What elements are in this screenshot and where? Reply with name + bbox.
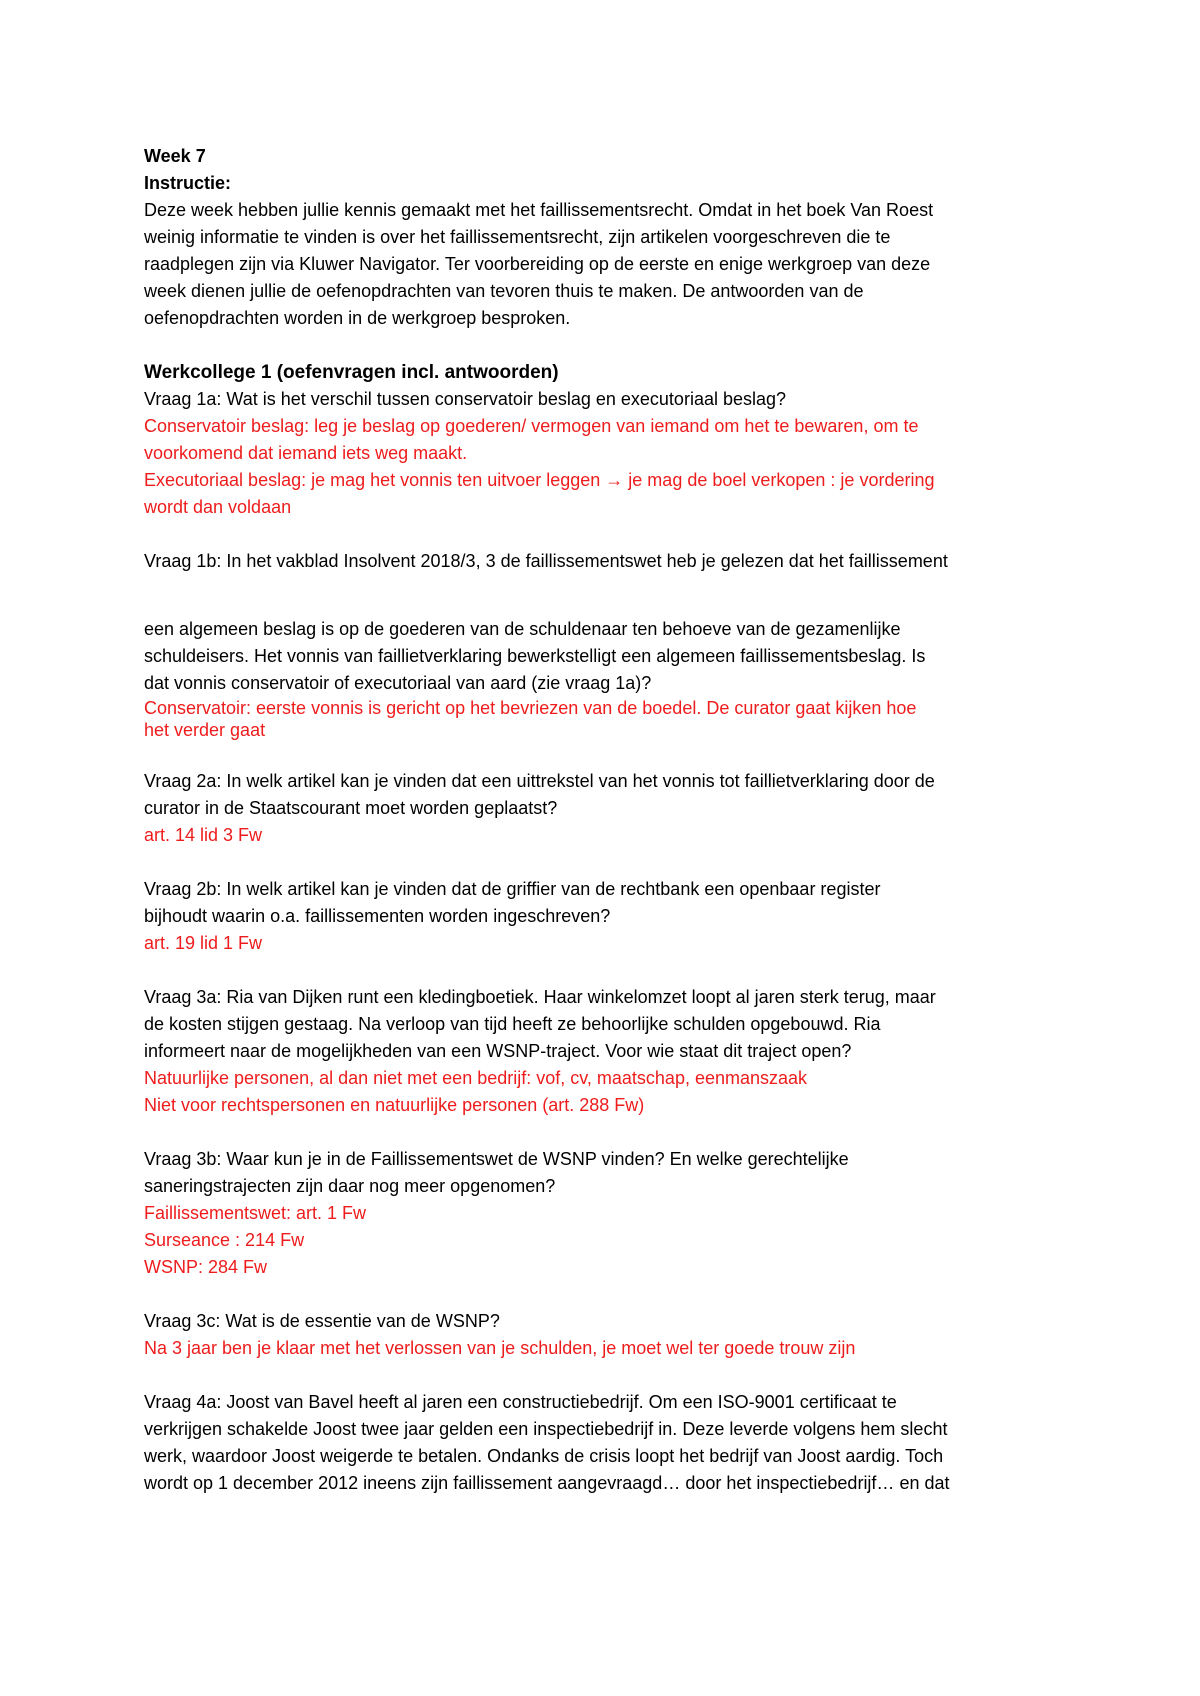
spacer — [144, 1281, 1100, 1308]
intro-line: oefenopdrachten worden in de werkgroep besproken. — [144, 308, 571, 328]
spacer — [144, 741, 1100, 768]
answer-text — [144, 467, 1100, 494]
question-text: de kosten stijgen gestaag. Na verloop van tijd heeft ze behoorlijke schulden opgebouwd. Ria — [144, 1014, 881, 1034]
instruction-label: Instructie: — [144, 173, 232, 193]
answer-text: Conservatoir beslag: leg je beslag op goederen/ vermogen van iemand om het te bewaren, om te — [144, 416, 919, 436]
question-text: werk, waardoor Joost weigerde te betalen. Ondanks de crisis loopt het bedrijf van Joost aardig. Toch — [144, 1446, 944, 1466]
spacer — [144, 575, 1100, 616]
spacer — [144, 332, 1100, 359]
answer-text: Conservatoir: eerste vonnis is gericht op het bevriezen van de boedel. De curator gaat kijken hoe — [144, 698, 917, 718]
question-text: curator in de Staatscourant moet worden geplaatst? — [144, 798, 558, 818]
answer-text: Niet voor rechtspersonen en natuurlijke personen (art. 288 Fw) — [144, 1095, 645, 1115]
question-text: Vraag 3b: Waar kun je in de Faillissementswet de WSNP vinden? En welke gerechtelijke — [144, 1149, 849, 1169]
answer-text: Natuurlijke personen, al dan niet met een bedrijf: vof, cv, maatschap, eenmanszaak — [144, 1068, 808, 1088]
answer-text: Surseance : 214 Fw — [144, 1230, 305, 1250]
intro-line: week dienen jullie de oefenopdrachten van tevoren thuis te maken. De antwoorden van de — [144, 281, 864, 301]
spacer — [144, 521, 1100, 548]
spacer — [144, 957, 1100, 984]
question-block-3a — [144, 984, 1100, 1119]
spacer — [144, 1362, 1100, 1389]
answer-part: Executoriaal beslag: je mag het vonnis ten uitvoer leggen — [144, 470, 606, 490]
question-text: Vraag 1a: Wat is het verschil tussen conservatoir beslag en executoriaal beslag? — [144, 389, 787, 409]
question-text: Vraag 4a: Joost van Bavel heeft al jaren een constructiebedrijf. Om een ISO-9001 certificaat te — [144, 1392, 897, 1412]
answer-text: Faillissementswet: art. 1 Fw — [144, 1203, 367, 1223]
answer-text: wordt dan voldaan — [144, 497, 292, 517]
question-text: Vraag 3a: Ria van Dijken runt een kledingboetiek. Haar winkelomzet loopt al jaren sterk terug, maar — [144, 987, 936, 1007]
question-block-3b — [144, 1146, 1100, 1281]
answer-text: het verder gaat — [144, 720, 266, 740]
question-text: informeert naar de mogelijkheden van een WSNP-traject. Voor wie staat dit traject open? — [144, 1041, 852, 1061]
arrow-right-icon: → — [605, 470, 624, 490]
question-block-1a — [144, 386, 1100, 521]
question-text: verkrijgen schakelde Joost twee jaar gelden een inspectiebedrijf in. Deze leverde volgens hem slecht — [144, 1419, 948, 1439]
intro-line: raadplegen zijn via Kluwer Navigator. Ter voorbereiding op de eerste en enige werkgroep van deze — [144, 254, 931, 274]
question-block-2a — [144, 768, 1100, 849]
question-block-3c — [144, 1308, 1100, 1362]
question-text: een algemeen beslag is op de goederen van de schuldenaar ten behoeve van de gezamenlijke — [144, 619, 901, 639]
intro-line: Deze week hebben jullie kennis gemaakt met het faillissementsrecht. Omdat in het boek Van Roest — [144, 200, 934, 220]
question-block-2b — [144, 876, 1100, 957]
question-block-1b — [144, 548, 1100, 741]
week-title: Week 7 — [144, 146, 206, 166]
question-block-4a — [144, 1389, 1100, 1497]
question-text: Vraag 2a: In welk artikel kan je vinden dat een uittrekstel van het vonnis tot faillietverklaring door de — [144, 771, 935, 791]
intro-line: weinig informatie te vinden is over het faillissementsrecht, zijn artikelen voorgeschreven die te — [144, 227, 891, 247]
answer-part: je mag de boel verkopen : je vordering — [623, 470, 935, 490]
intro-paragraph — [144, 197, 1100, 332]
answer-text: Na 3 jaar ben je klaar met het verlossen van je schulden, je moet wel ter goede trouw zijn — [144, 1338, 856, 1358]
answer-text: voorkomend dat iemand iets weg maakt. — [144, 443, 468, 463]
question-text: bijhoudt waarin o.a. faillissementen worden ingeschreven? — [144, 906, 611, 926]
question-text: dat vonnis conservatoir of executoriaal van aard (zie vraag 1a)? — [144, 673, 652, 693]
answer-text: art. 14 lid 3 Fw — [144, 825, 263, 845]
spacer — [144, 1119, 1100, 1146]
question-text: saneringstrajecten zijn daar nog meer opgenomen? — [144, 1176, 556, 1196]
answer-text: art. 19 lid 1 Fw — [144, 933, 263, 953]
question-text: Vraag 1b: In het vakblad Insolvent 2018/3, 3 de faillissementswet heb je gelezen dat het faillissement — [144, 551, 948, 571]
question-text: wordt op 1 december 2012 ineens zijn faillissement aangevraagd… door het inspectiebedrijf… en dat — [144, 1473, 950, 1493]
question-text: Vraag 2b: In welk artikel kan je vinden dat de griffier van de rechtbank een openbaar register — [144, 879, 881, 899]
answer-text: WSNP: 284 Fw — [144, 1257, 268, 1277]
question-text: schuldeisers. Het vonnis van faillietverklaring bewerkstelligt een algemeen faillissementsbeslag. Is — [144, 646, 926, 666]
spacer — [144, 849, 1100, 876]
section-title: Werkcollege 1 (oefenvragen incl. antwoorden) — [144, 362, 559, 383]
question-text: Vraag 3c: Wat is de essentie van de WSNP? — [144, 1311, 500, 1331]
